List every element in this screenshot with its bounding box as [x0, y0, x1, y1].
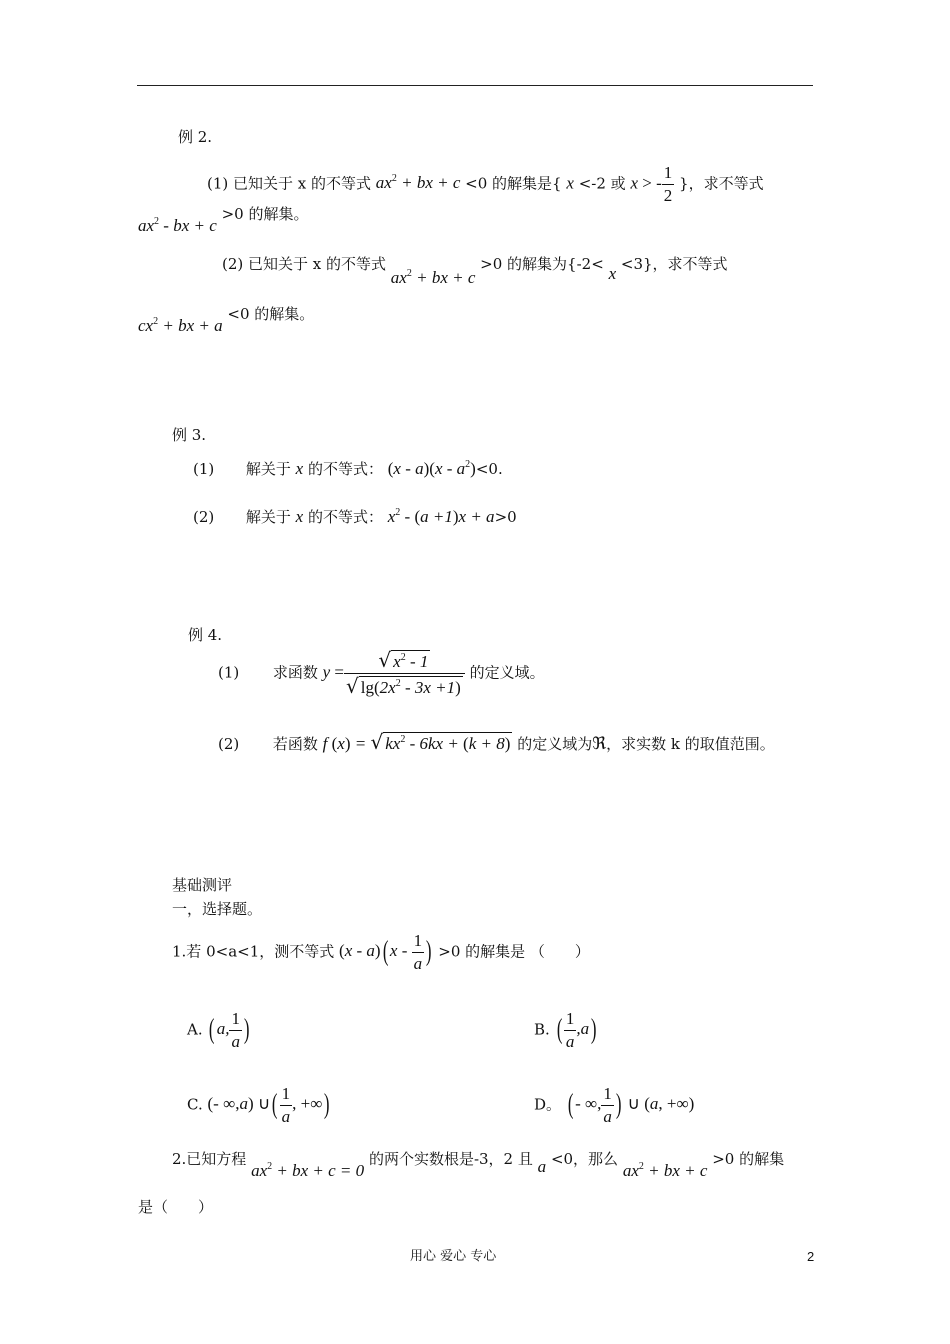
formula: x: [295, 459, 304, 478]
example-2-part-2: [222, 255, 728, 287]
example-4-part-2: [218, 732, 775, 752]
text: 的定义域为: [517, 735, 593, 753]
formula: x: [566, 173, 574, 193]
number: (2): [218, 735, 240, 753]
formula: $x^2 - (a +1)x + a$: [387, 507, 495, 526]
example-4-part-1: (1) 求函数 y = $\frac{√ x^2 - 1}{√ \lg(2x^2 - 3x +1)}$ 的定义域。: [218, 648, 545, 698]
text: <0 的解集是{: [465, 174, 562, 193]
text: <0 的解集。: [227, 305, 315, 323]
text: ，求实数 k 的取值范围。: [606, 735, 775, 753]
text: 的定义域。: [469, 663, 545, 682]
formula: x: [630, 173, 638, 193]
option-label: A.: [187, 1020, 203, 1039]
fraction: $\frac{√ x^2 - 1}{√ \lg(2x^2 - 3x +1)}$: [344, 650, 465, 697]
option-b[interactable]: [534, 1010, 598, 1051]
number: (2): [193, 508, 215, 526]
formula: $(x - a)(x - a^2)$: [387, 459, 476, 478]
text: 若函数: [272, 735, 318, 753]
option-label: D。: [534, 1095, 562, 1114]
text: >0 的解集。: [221, 205, 309, 223]
text: >0 的解集: [712, 1150, 785, 1168]
text: <3}，求不等式: [620, 255, 728, 273]
option-a[interactable]: [187, 1010, 251, 1051]
example-2-part-2-cont: [138, 305, 315, 335]
formula: a: [537, 1157, 547, 1176]
formula: x: [608, 264, 617, 283]
text: <0，那么: [550, 1150, 619, 1168]
formula: (x - a)( x - $\frac{1}{a}$ ): [339, 931, 432, 973]
page-number: 2: [807, 1249, 815, 1264]
option-label: C.: [187, 1095, 203, 1114]
example-3-part-1: [193, 460, 503, 477]
text: }，求不等式: [679, 174, 764, 193]
example-2-part-1: (1) 已知关于 x 的不等式 $ax^2$ + bx + c <0 的解集是{ x <-2 或 x > - $\frac{1}{2}$ }，求不等式: [207, 163, 764, 205]
formula: y: [322, 662, 331, 682]
formula: $ax^2$ + bx + c: [390, 268, 476, 287]
question-2-stem-cont: 是（ ）: [138, 1198, 214, 1216]
text: <-2 或: [578, 174, 626, 193]
formula: ( a, $\frac{1}{a}$ ): [209, 1009, 250, 1051]
formula: $cx^2$ + bx + a: [138, 316, 223, 335]
example-3-title: 例 3.: [172, 426, 207, 444]
text: >0 的解集为{-2<: [480, 255, 604, 273]
number: (1): [193, 460, 215, 478]
text: >0: [494, 508, 517, 526]
example-4-title: 例 4.: [188, 626, 223, 644]
example-2-title: 例 2.: [178, 128, 213, 146]
option-c[interactable]: [187, 1085, 332, 1126]
text: 的不等式：: [307, 508, 383, 526]
text: (1) 已知关于 x 的不等式: [207, 174, 372, 193]
text: <0.: [475, 460, 503, 478]
text: (2) 已知关于 x 的不等式: [222, 255, 387, 273]
text: 1.若 0<a<1，测不等式: [172, 942, 335, 961]
formula: $ax^2$ + bx + c = 0: [251, 1161, 365, 1180]
option-label: B.: [534, 1020, 550, 1039]
question-1-stem: [172, 932, 590, 973]
real-numbers-symbol: ℜ: [592, 734, 607, 753]
text: 的不等式：: [307, 460, 383, 478]
text: 解关于: [245, 460, 291, 478]
formula: ( $\frac{1}{a}$ ,a): [556, 1009, 597, 1051]
formula: $ax^2$ - bx + c: [138, 216, 217, 235]
example-3-part-2: [193, 508, 517, 525]
example-2-part-1-cont: [138, 205, 309, 235]
formula: (- ∞,a) ∪( $\frac{1}{a}$ , +∞): [207, 1084, 330, 1126]
formula: f (x) = √ $kx^2 - 6kx + (k + 8)$: [322, 730, 511, 754]
text: 的两个实数根是-3，2 且: [368, 1150, 533, 1168]
formula: ( - ∞, $\frac{1}{a}$ ) ∪ (a, +∞): [567, 1084, 695, 1126]
section-title: 基础测评: [172, 876, 233, 894]
section-subtitle: 一，选择题。: [172, 900, 263, 918]
question-2-stem: [172, 1150, 785, 1180]
text: 求函数: [272, 663, 318, 682]
option-d[interactable]: [534, 1085, 694, 1126]
text: >0 的解集是 （ ）: [438, 942, 590, 961]
header-rule: [137, 85, 813, 86]
footer-motto: 用心 爱心 专心: [410, 1249, 497, 1264]
number: (1): [218, 663, 240, 682]
formula: $ax^2$ + bx + c: [375, 173, 461, 193]
formula: x: [295, 507, 304, 526]
fraction: $\frac{1}{2}$: [663, 163, 673, 205]
formula: $ax^2$ + bx + c: [622, 1161, 708, 1180]
text: 2.已知方程: [172, 1150, 247, 1168]
text: 解关于: [245, 508, 291, 526]
